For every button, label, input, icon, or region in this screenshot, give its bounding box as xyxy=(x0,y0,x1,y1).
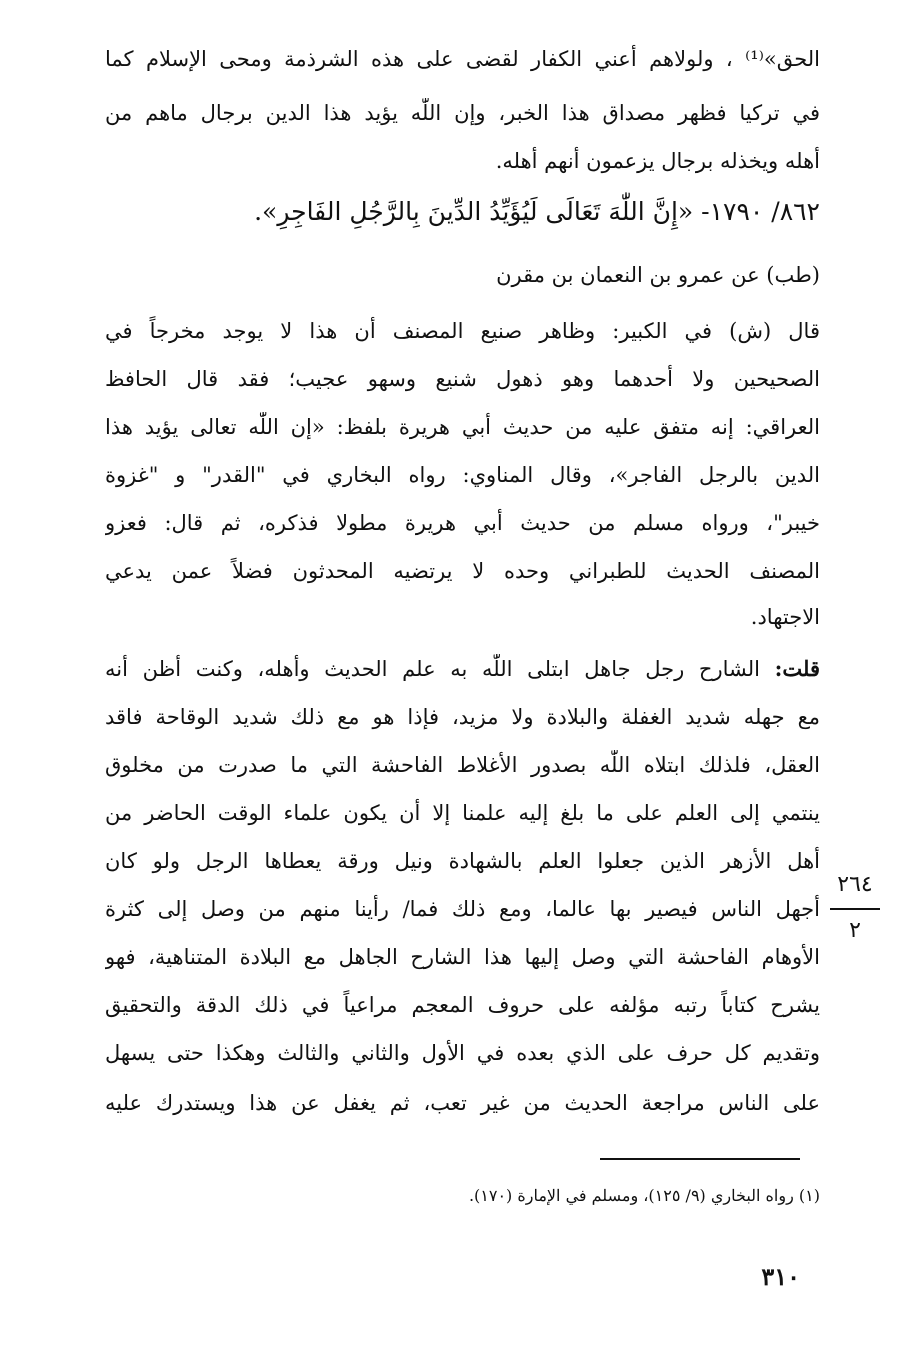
qult-line: أجهل الناس فيصير بها عالما، ومع ذلك فما/ رأينا منهم من وصل إلى كثرة xyxy=(105,897,820,921)
page-number: ٣١٠ xyxy=(761,1262,800,1291)
commentary-line: المصنف الحديث للطبراني وحده لا يرتضيه المحدثون فضلاً عمن يدعي xyxy=(105,559,820,583)
hadith-source: (طب) عن عمرو بن النعمان بن مقرن xyxy=(496,263,820,287)
body-line: أهله ويخذله برجال يزعمون أنهم أهله. xyxy=(495,149,820,173)
commentary-line: قال (ش) في الكبير: وظاهر صنيع المصنف أن هذا لا يوجد مخرجاً في xyxy=(105,319,820,343)
commentary-line: خيبر"، ورواه مسلم من حديث أبي هريرة مطولا فذكره، ثم قال: فعزو xyxy=(105,511,820,535)
qult-line: العقل، فلذلك ابتلاه اللّٰه بصدور الأغلاط الفاحشة التي ما صدرت من مخلوق xyxy=(105,753,820,777)
qult-line: مع جهله شديد الغفلة والبلادة ولا مزيد، فإذا هو مع ذلك شديد الوقاحة فاقد xyxy=(105,705,820,729)
qult-line: يشرح كتاباً رتبه مؤلفه على حروف المعجم مراعياً في ذلك الدقة والتحقيق xyxy=(105,993,820,1017)
qult-line: على الناس مراجعة الحديث من غير تعب، ثم يغفل عن هذا ويستدرك عليه xyxy=(105,1091,820,1115)
qult-line: ينتمي إلى العلم على ما بلغ إليه علمنا إلا أن يكون علماء الوقت الحاضر من xyxy=(105,801,820,825)
footnote: (١) رواه البخاري (٩/ ١٢٥)، ومسلم في الإمارة (١٧٠). xyxy=(468,1186,820,1205)
qult-first-line xyxy=(105,654,820,684)
hadith-text: ٨٦٢/ ١٧٩٠- «إِنَّ اللّٰهَ تَعَالَى لَيُؤَيِّدُ الدِّينَ بِالرَّجُلِ الفَاجِرِ». xyxy=(254,197,820,226)
footnote-divider xyxy=(600,1158,800,1160)
commentary-line: الاجتهاد. xyxy=(750,605,820,629)
body-line: في تركيا فظهر مصداق هذا الخبر، وإن اللّٰه يؤيد هذا الدين برجال ماهم من xyxy=(105,101,820,125)
qult-first-text: الشارح رجل جاهل ابتلى اللّٰه به علم الحديث وأهله، وكنت أظن أنه xyxy=(105,657,775,681)
commentary-line: الدين بالرجل الفاجر»، وقال المناوي: رواه البخاري في "القدر" و "غزوة xyxy=(105,463,820,487)
qult-line: وتقديم كل حرف على الذي بعده في الأول والثاني والثالث وهكذا حتى يسهل xyxy=(105,1041,820,1065)
qult-line: الأوهام الفاحشة التي وصل إليها هذا الشارح الجاهل مع البلادة المتناهية، فهو xyxy=(105,945,820,969)
body-line: الحق»⁽¹⁾ ، ولولاهم أعني الكفار لقضى على هذه الشرذمة ومحى الإسلام كما xyxy=(105,47,820,71)
qult-label: قلت: xyxy=(774,656,820,681)
margin-reference-bottom: ٢ xyxy=(849,918,861,943)
margin-reference-top: ٢٦٤ xyxy=(837,872,873,897)
commentary-line: الصحيحين ولا أحدهما وهو ذهول شنيع وسهو عجيب؛ فقد قال الحافظ xyxy=(105,367,820,391)
margin-divider xyxy=(830,908,880,910)
commentary-line: العراقي: إنه متفق عليه من حديث أبي هريرة بلفظ: «إن اللّٰه تعالى يؤيد هذا xyxy=(105,415,820,439)
qult-line: أهل الأزهر الذين جعلوا العلم بالشهادة ونيل ورقة يعطاها الرجل ولو كان xyxy=(105,849,820,873)
